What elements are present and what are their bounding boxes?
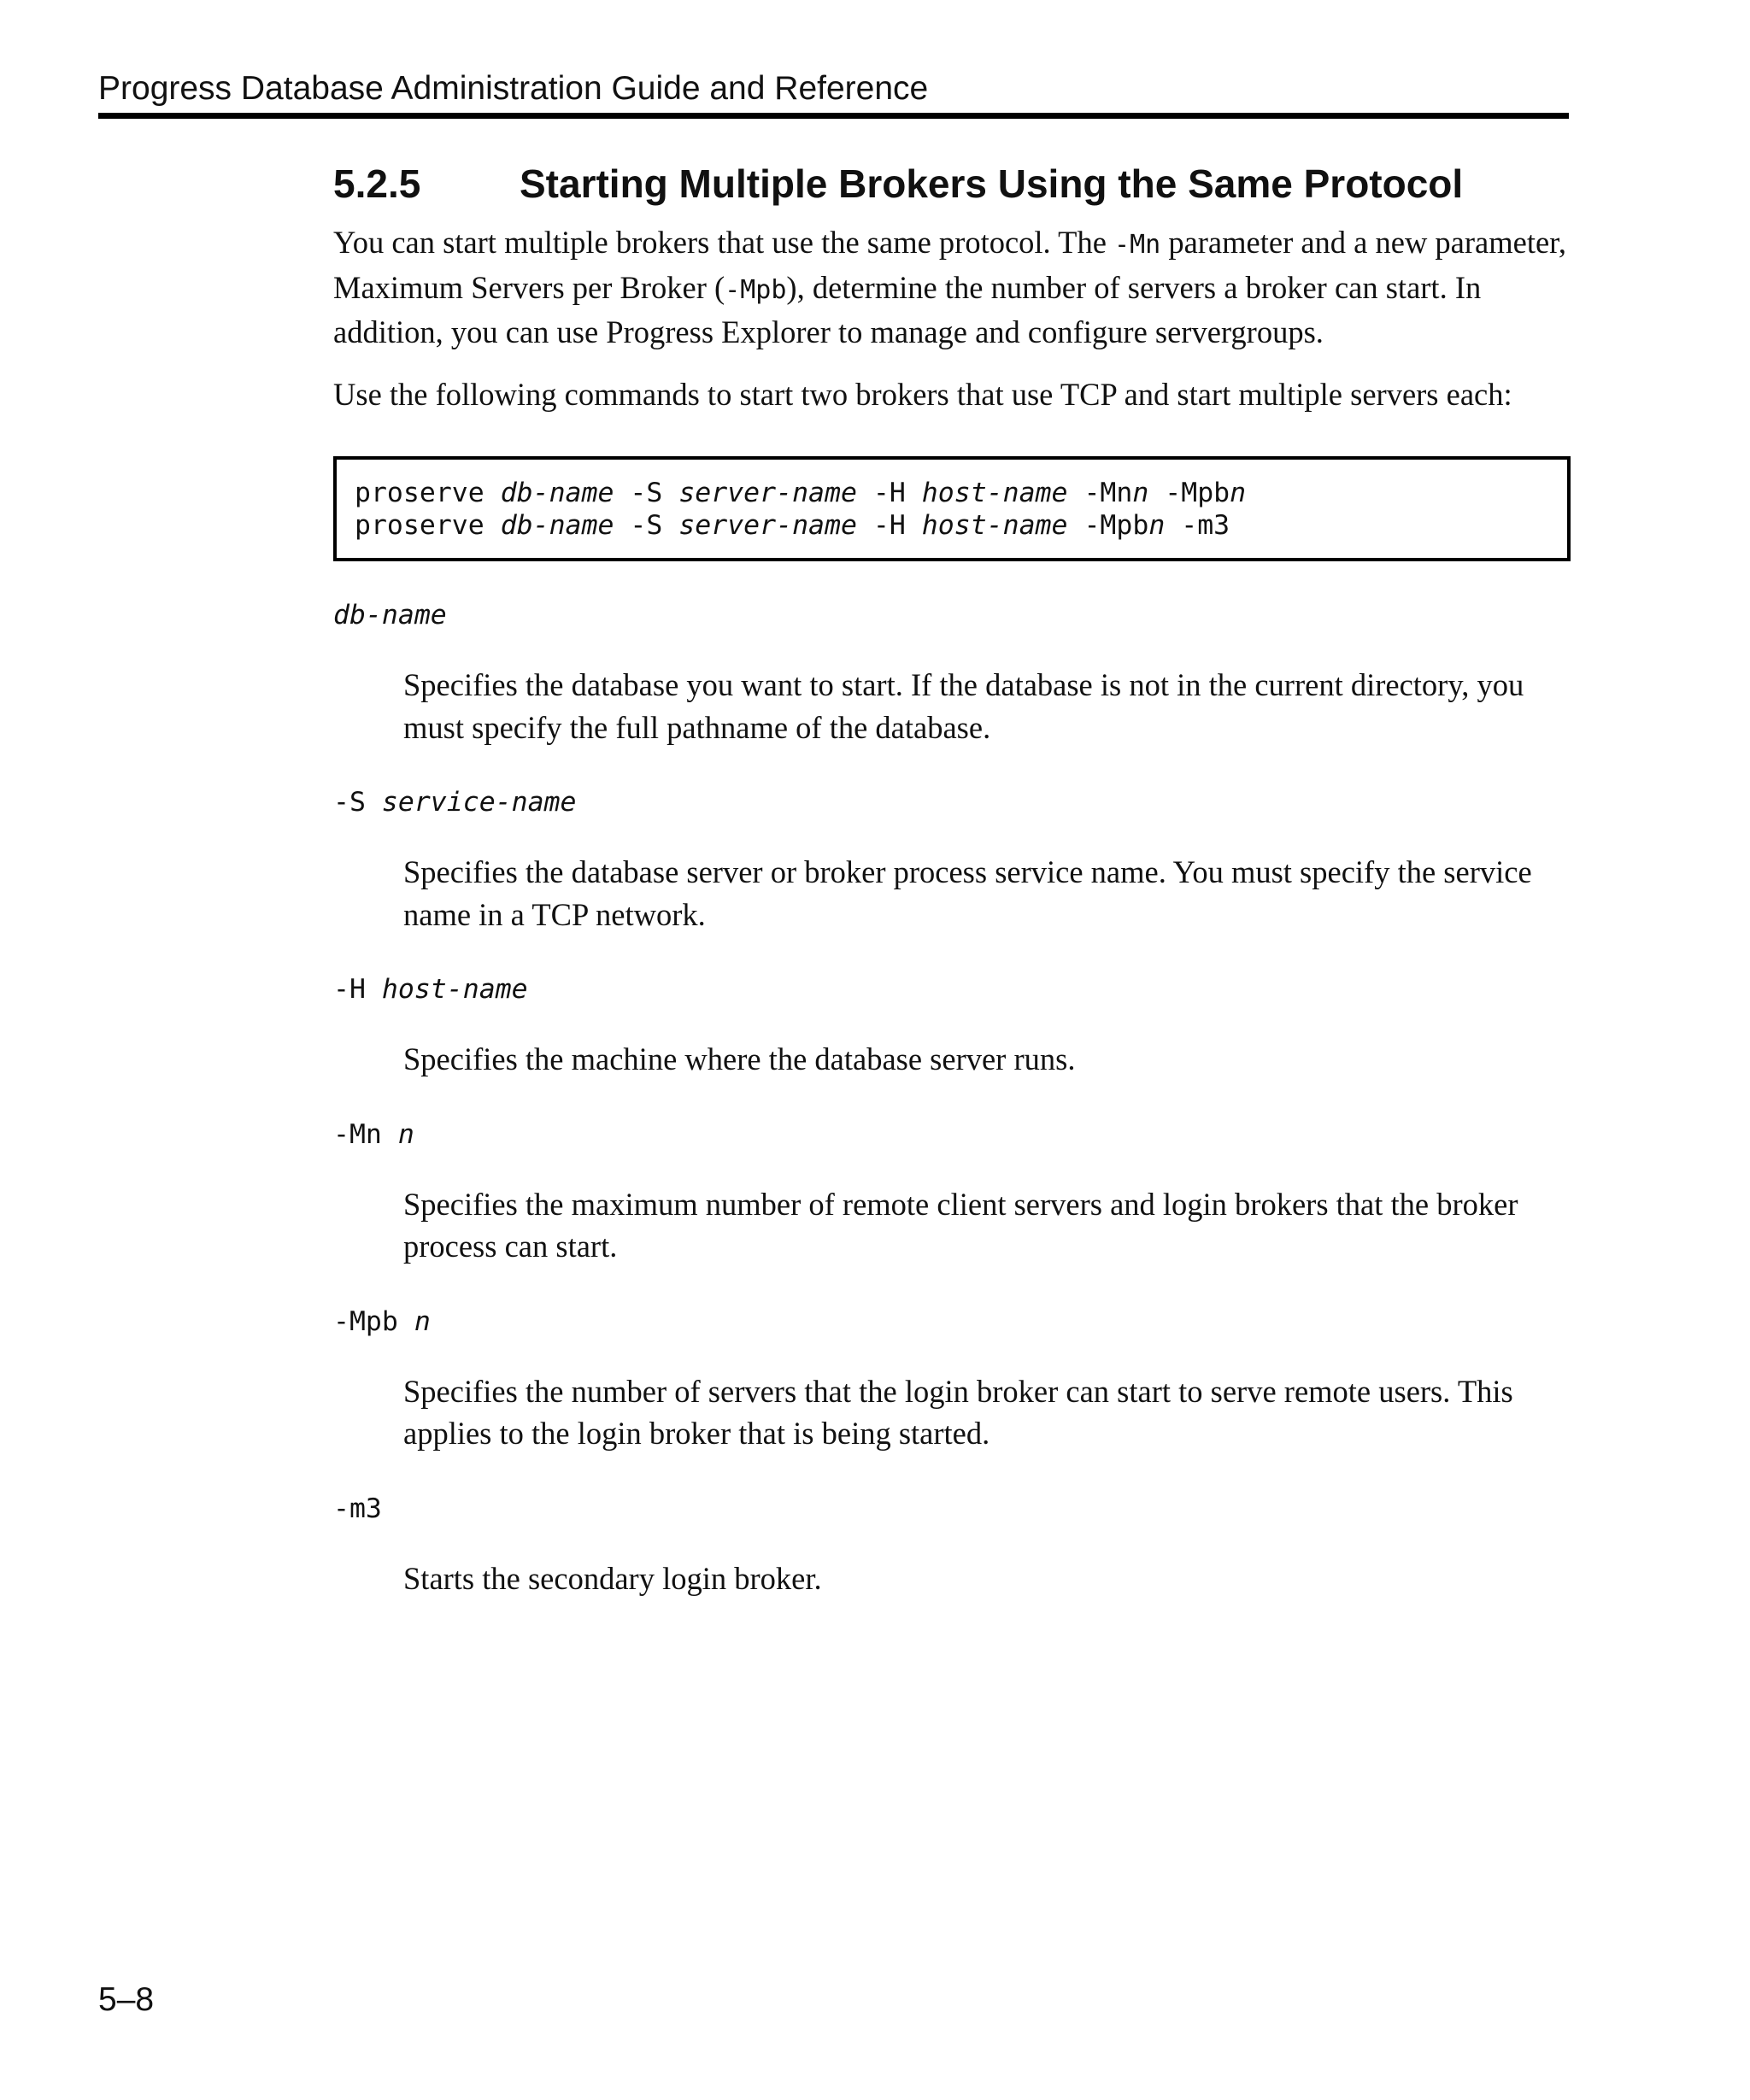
running-header: Progress Database Administration Guide and Reference	[98, 70, 929, 107]
code-server-name: server-name	[678, 510, 857, 541]
term-arg: db-name	[333, 600, 447, 631]
code-host-name: host-name	[921, 478, 1068, 508]
code-db-name: db-name	[500, 478, 614, 508]
mn-code: -Mn	[1114, 230, 1161, 260]
commands-intro-paragraph: Use the following commands to start two brokers that use TCP and start multiple servers each:	[333, 376, 1512, 412]
term-host-name-description: Specifies the machine where the database server runs.	[403, 1041, 1076, 1076]
term-arg: n	[414, 1305, 431, 1337]
term-mpb-description: Specifies the number of servers that the login broker can start to serve remote users. This applies to the login broker that is being started.	[403, 1373, 1513, 1451]
code-mpb-flag: -Mpb	[1148, 478, 1230, 508]
term-flag: -S	[333, 787, 382, 818]
term-m3-description: Starts the secondary login broker.	[403, 1560, 822, 1596]
section-number: 5.2.5	[333, 161, 421, 206]
page-body	[333, 154, 1571, 1599]
section-title: Starting Multiple Brokers Using the Same Protocol	[520, 161, 1464, 206]
header-rule	[98, 113, 1569, 119]
code-h-flag: -H	[856, 478, 922, 508]
intro-text-b: parameter and a new parameter, Maximum Servers per Broker (	[333, 225, 1566, 305]
term-service-name-description: Specifies the database server or broker process service name. You must specify the service name in a TCP network.	[403, 854, 1532, 932]
code-line-2	[355, 509, 1567, 542]
page-number: 5–8	[98, 1981, 155, 2018]
term-db-name	[333, 597, 1571, 633]
intro-text-a: You can start multiple brokers that use the same protocol. The	[333, 225, 1115, 260]
term-flag: -H	[333, 974, 382, 1005]
term-m3	[333, 1491, 1571, 1527]
code-h-flag: -H	[856, 510, 922, 541]
code-block	[333, 456, 1571, 561]
term-mpb	[333, 1304, 1571, 1340]
term-db-name-description: Specifies the database you want to start. If the database is not in the current directory, you must specify the full pathname of the database.	[403, 667, 1524, 745]
term-arg: n	[397, 1118, 414, 1150]
term-flag: -Mpb	[333, 1305, 414, 1337]
term-mn	[333, 1117, 1571, 1153]
code-mpb-value: n	[1230, 478, 1247, 508]
term-host-name	[333, 971, 1571, 1007]
code-m3-flag: -m3	[1165, 510, 1230, 541]
term-flag: -m3	[333, 1493, 382, 1524]
code-mpb-value: n	[1148, 510, 1166, 541]
section-heading	[333, 154, 1571, 214]
term-service-name	[333, 784, 1571, 820]
code-s-flag: -S	[614, 510, 679, 541]
code-s-flag: -S	[614, 478, 679, 508]
code-server-name: server-name	[678, 478, 857, 508]
term-arg: host-name	[381, 974, 528, 1005]
term-arg: service-name	[381, 787, 577, 818]
term-flag: -Mn	[333, 1118, 398, 1150]
intro-text-c: ), determine the number of servers a broker can start. In addition, you can use Progress Explorer to manage and configure servergroups.	[333, 269, 1482, 349]
code-mn-value: n	[1132, 478, 1149, 508]
code-db-name: db-name	[500, 510, 614, 541]
code-command: proserve	[355, 478, 501, 508]
code-command: proserve	[355, 510, 501, 541]
term-mn-description: Specifies the maximum number of remote client servers and login brokers that the broker process can start.	[403, 1186, 1518, 1264]
code-host-name: host-name	[921, 510, 1068, 541]
mpb-code: -Mpb	[725, 274, 787, 305]
code-line-1	[355, 477, 1567, 509]
code-mn-flag: -Mn	[1067, 478, 1133, 508]
code-mpb-flag: -Mpb	[1067, 510, 1149, 541]
intro-paragraph	[333, 221, 1571, 354]
